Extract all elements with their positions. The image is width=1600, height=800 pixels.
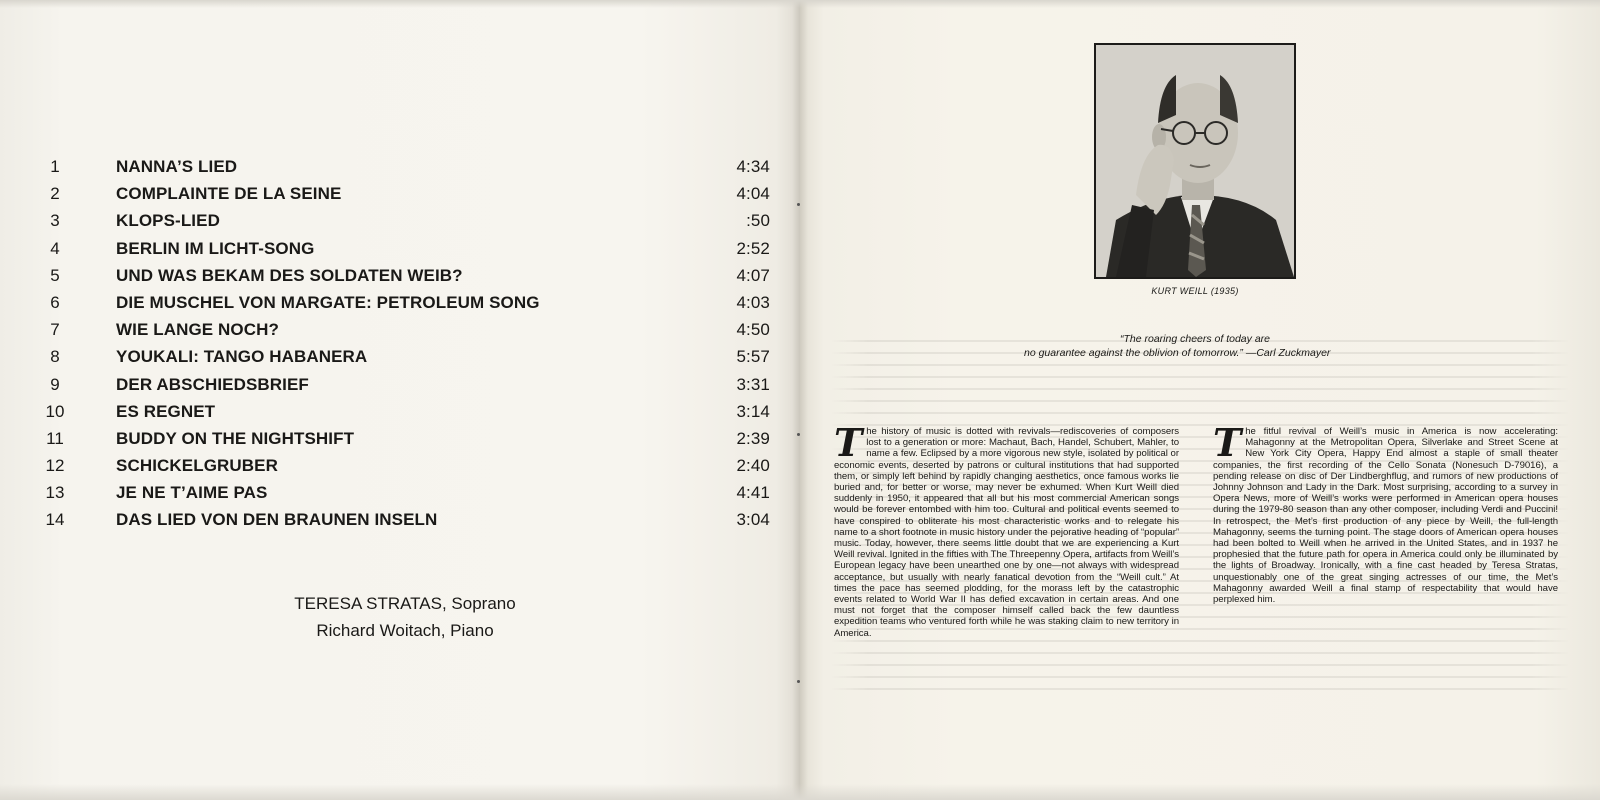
track-number: 11 [46, 428, 64, 448]
track-row [40, 316, 770, 343]
track-title: KLOPS-LIED [116, 211, 220, 231]
booklet-spine [792, 0, 808, 800]
track-title: BUDDY ON THE NIGHTSHIFT [116, 428, 355, 448]
track-row [40, 289, 770, 316]
track-title: JE NE T’AIME PAS [116, 483, 268, 503]
track-duration: 4:34 [736, 157, 770, 176]
track-row [40, 153, 770, 180]
track-title: COMPLAINTE DE LA SEINE [116, 184, 342, 204]
track-title: ES REGNET [116, 401, 216, 421]
staple-mark [797, 433, 800, 436]
track-number: 6 [50, 292, 60, 312]
track-title: UND WAS BEKAM DES SOLDATEN WEIB? [116, 265, 463, 285]
track-number: 3 [50, 211, 60, 231]
track-title: DIE MUSCHEL VON MARGATE: PETROLEUM SONG [116, 292, 540, 312]
track-duration: 3:04 [736, 510, 770, 530]
track-number: 10 [45, 401, 65, 421]
track-title: YOUKALI: TANGO HABANERA [116, 347, 368, 367]
track-number: 14 [45, 510, 65, 530]
quote-line-2 [960, 346, 1450, 360]
credit-piano: Richard Woitach, Piano [316, 621, 494, 640]
track-row [40, 235, 770, 262]
track-duration: 3:14 [736, 401, 770, 421]
track-number: 12 [45, 456, 65, 476]
track-title: DAS LIED VON DEN BRAUNEN INSELN [116, 510, 438, 530]
portrait-photo-icon [1096, 45, 1294, 277]
track-number: 4 [50, 238, 60, 258]
page-bottom-edge [0, 784, 1600, 800]
track-title: WIE LANGE NOCH? [116, 320, 279, 340]
essay-column-2 [1213, 420, 1558, 606]
essay-text-1: he history of music is dotted with revivals—rediscoveries of composers lost to a generation or more: Machaut, Bach, Handel, Schubert, Mahler, to name a few. Eclipsed by a more vigorous new style, isolated by political or economic events, deserted by patrons or cultural institutions that had supported them, or simply left behind by rapidly changing aesthetics, once famous works lie buried and, for better or worse, may never be exhumed. When Kurt Weill died suddenly in 1950, it appeared that all but his most commercial American songs would be forever entombed with him too. Cultural and political events seemed to have conspired to obliterate his most characteristic works and to relegate his name to a short footnote in music history under the pejorative heading of “popular” music. Today, however, there seems little doubt that we are experiencing a Kurt Weill revival. Ignited in the fifties with The Threepenny Opera, artifacts from Weill’s European legacy have been unearthed one by one—not always with widespread acceptance, but usually with nearly fanatical devotion from the “Weill cult.” At times the pace has seemed plodding, for the morass left by the catastrophic events related to World War II has defied excavation in certain areas. And one must not forget that the composer himself called back the few dauntless expedition teams who ventured forth while he was staking claim to new territory in America. [834, 426, 1179, 639]
quote-line-2-text: no guarantee against the oblivion of tomorrow.” [1024, 347, 1243, 359]
quote-line-1: “The roaring cheers of today are [1120, 333, 1270, 345]
dropcap-1: T [834, 420, 863, 465]
track-number: 13 [45, 483, 65, 503]
track-duration: 2:40 [736, 456, 770, 476]
performer-credits [230, 590, 580, 644]
track-duration: 3:31 [736, 374, 770, 394]
track-duration: 2:52 [736, 238, 770, 258]
track-duration: 2:39 [736, 428, 770, 448]
track-title: BERLIN IM LICHT-SONG [116, 238, 315, 258]
track-row [40, 479, 770, 506]
essay-column-1 [834, 420, 1179, 639]
epigraph-quote [960, 332, 1450, 360]
track-row [40, 262, 770, 289]
track-duration: 4:41 [736, 483, 770, 503]
track-duration: :50 [746, 211, 770, 231]
photo-caption: KURT WEILL (1935) [1151, 286, 1239, 296]
track-number: 1 [50, 157, 60, 176]
track-number: 7 [50, 320, 60, 340]
track-title: SCHICKELGRUBER [116, 456, 278, 476]
essay-text-2: he fitful revival of Weill’s music in America is now accelerating: Mahagonny at the Metropolitan Opera, Silverlake and Street Scene at New York City Opera, Happy End almost a staple of small theater companies, the first recording of the Cello Sonata (Nonesuch D-79016), a pending release on disc of Der Lindberghflug, and rumors of new productions of Johnny Johnson and Lady in the Dark. Most surprising, according to a survey in Opera News, more of Weill’s works were performed in American opera houses during the 1979-80 season than any other composer, including Verdi and Puccini! In retrospect, the Met’s first production of any piece by Weill, the full-length Mahagonny, seems the turning point. The stage doors of American opera houses had been bolted to Weill when he arrived in the United States, and in 1937 he prophesied that the future path for opera in America could only be illuminated by the lights of Broadway. Ironically, with a fine cast headed by Teresa Stratas, unquestionably one of the great singing actresses of our time, the Met’s Mahagonny awarded Weill a final stamp of respectability that would have perplexed him. [1213, 426, 1558, 606]
track-row [40, 506, 770, 533]
track-row [40, 371, 770, 398]
track-title: NANNA’S LIED [116, 157, 238, 176]
track-duration: 4:07 [736, 265, 770, 285]
track-duration: 4:04 [736, 184, 770, 204]
track-number: 5 [50, 265, 60, 285]
track-row [40, 452, 770, 479]
track-row [40, 425, 770, 452]
track-row [40, 207, 770, 234]
staple-mark [797, 203, 800, 206]
track-number: 9 [50, 374, 60, 394]
track-row [40, 398, 770, 425]
staple-mark [797, 680, 800, 683]
track-number: 2 [50, 184, 60, 204]
track-title: DER ABSCHIEDSBRIEF [116, 374, 309, 394]
track-number: 8 [50, 347, 60, 367]
track-list [40, 153, 770, 534]
track-row [40, 343, 770, 370]
portrait-photo [1094, 43, 1296, 279]
page-top-edge [0, 0, 1600, 8]
quote-attribution: —Carl Zuckmayer [1245, 347, 1331, 359]
track-duration: 4:03 [736, 292, 770, 312]
track-row [40, 180, 770, 207]
dropcap-2: T [1213, 420, 1242, 465]
track-duration: 5:57 [736, 347, 770, 367]
track-duration: 4:50 [736, 320, 770, 340]
credit-soprano: TERESA STRATAS, Soprano [294, 594, 516, 613]
